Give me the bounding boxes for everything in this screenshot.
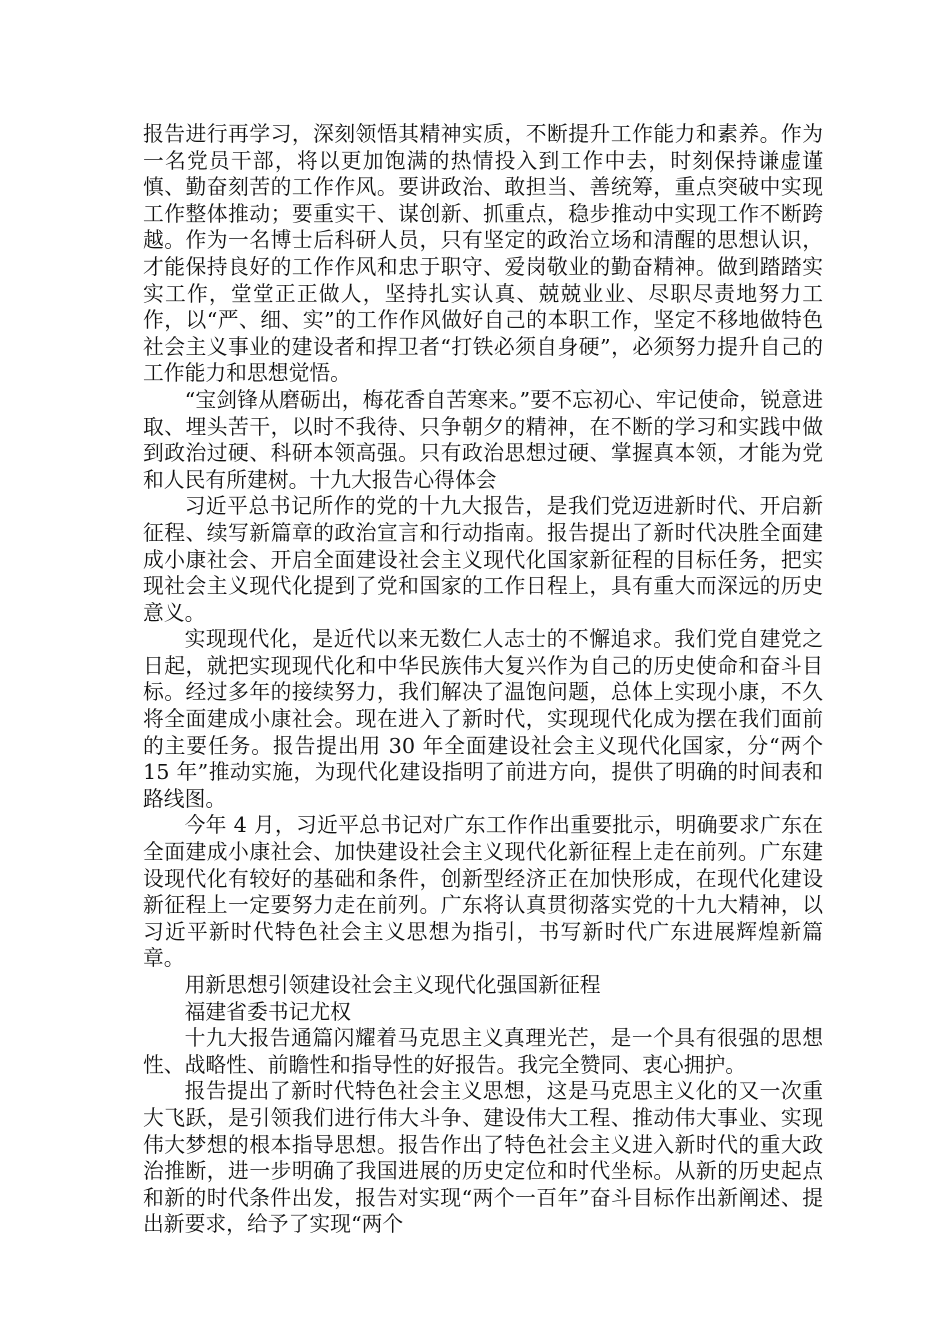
paragraph-2: “宝剑锋从磨砺出，梅花香自苦寒来。”要不忘初心、牢记使命，锐意进取、埋头苦干，以时不我待、只争朝夕的精神，在不断的学习和实践中做到政治过硬、科研本领高强。只有政治思想过硬、掌握真本领，才能为党和人民有所建树。十九大报告心得体会	[143, 387, 823, 492]
paragraph-1: 报告进行再学习，深刻领悟其精神实质，不断提升工作能力和素养。作为一名党员干部，将以更加饱满的热情投入到工作中去，时刻保持谦虚谨慎、勤奋刻苦的工作作风。要讲政治、敢担当、善统筹，重点突破中实现工作整体推动；要重实干、谋创新、抓重点，稳步推动中实现工作不断跨越。作为一名博士后科研人员，只有坚定的政治立场和清醒的思想认识，才能保持良好的工作作风和忠于职守、爱岗敬业的勤奋精神。做到踏踏实实工作，堂堂正正做人，坚持扎实认真、兢兢业业、尽职尽责地努力工作，以“严、细、实”的工作作风做好自己的本职工作，坚定不移地做特色社会主义事业的建设者和捍卫者“打铁必须自身硬”，必须努力提升自己的工作能力和思想觉悟。	[143, 122, 823, 386]
paragraph-7: 报告提出了新时代特色社会主义思想，这是马克思主义化的又一次重大飞跃，是引领我们进行伟大斗争、建设伟大工程、推动伟大事业、实现伟大梦想的根本指导思想。报告作出了特色社会主义进入新时代的重大政治推断，进一步明确了我国进展的历史定位和时代坐标。从新的历史起点和新的时代条件出发，报告对实现“两个一百年”奋斗目标作出新阐述、提出新要求，给予了实现“两个	[143, 1079, 823, 1237]
paragraph-5: 今年 4 月，习近平总书记对广东工作作出重要批示，明确要求广东在全面建成小康社会、加快建设社会主义现代化新征程上走在前列。广东建设现代化有较好的基础和条件，创新型经济正在加快形成，在现代化建设新征程上一定要努力走在前列。广东将认真贯彻落实党的十九大精神，以习近平新时代特色社会主义思想为指引，书写新时代广东进展辉煌新篇章。	[143, 813, 823, 971]
document-body	[143, 121, 823, 1238]
author-line: 福建省委书记尤权	[184, 999, 351, 1024]
paragraph-4: 实现现代化，是近代以来无数仁人志士的不懈追求。我们党自建党之日起，就把实现现代化和中华民族伟大复兴作为自己的历史使命和奋斗目标。经过多年的接续努力，我们解决了温饱问题，总体上实现小康，不久将全面建成小康社会。现在进入了新时代，实现现代化成为摆在我们面前的主要任务。报告提出用 30 年全面建设社会主义现代化国家，分“两个 15 年”推动实施，为现代化建设指明了前进方向，提供了明确的时间表和路线图。	[143, 627, 823, 811]
paragraph-6: 十九大报告通篇闪耀着马克思主义真理光芒，是一个具有很强的思想性、战略性、前瞻性和指导性的好报告。我完全赞同、衷心拥护。	[143, 1026, 823, 1077]
section-title: 用新思想引领建设社会主义现代化强国新征程	[184, 973, 601, 997]
paragraph-3: 习近平总书记所作的党的十九大报告，是我们党迈进新时代、开启新征程、续写新篇章的政治宣言和行动指南。报告提出了新时代决胜全面建成小康社会、开启全面建设社会主义现代化国家新征程的目标任务，把实现社会主义现代化提到了党和国家的工作日程上，具有重大而深远的历史意义。	[143, 494, 823, 625]
